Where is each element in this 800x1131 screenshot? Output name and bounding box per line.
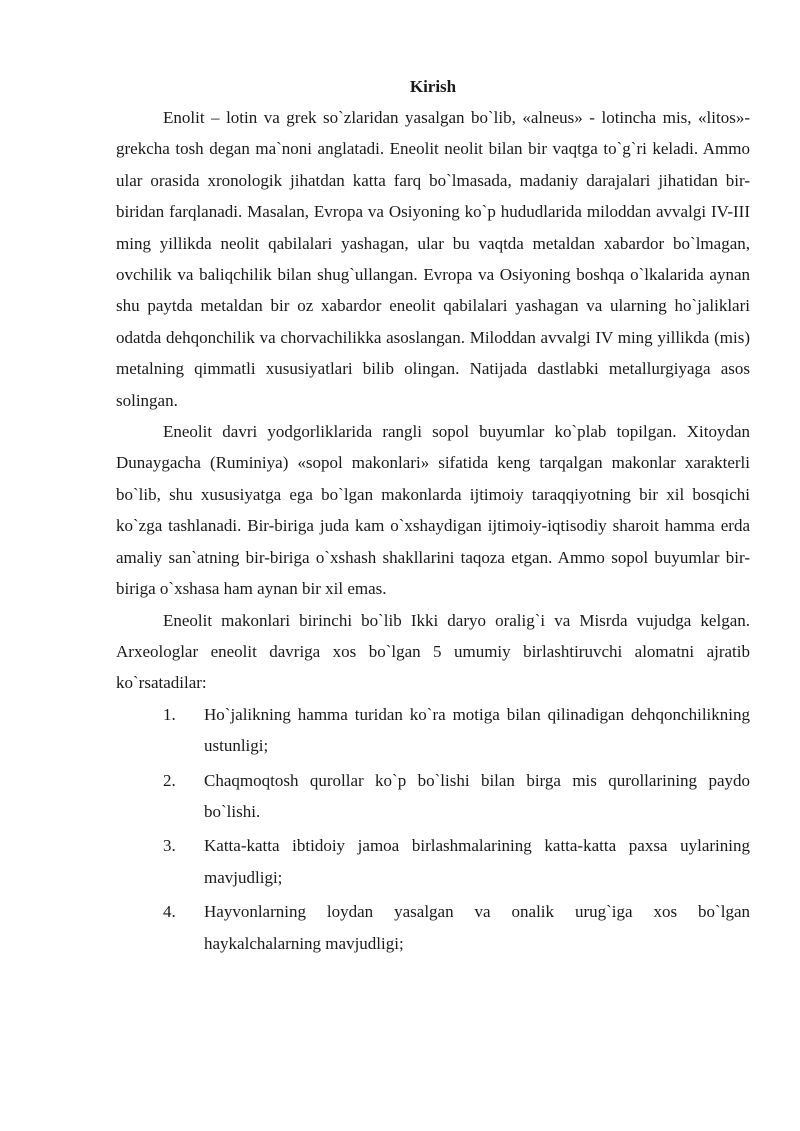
list-item-number: 1. xyxy=(163,704,176,724)
list-item xyxy=(116,896,750,959)
paragraph-settlements-origin: Eneolit makonlari birinchi bo`lib Ikki daryo oralig`i va Misrda vujudga kelgan. Arxeologlar eneolit davriga xos bo`lgan 5 umumiy birlashtiruvchi alomatni ajratib ko`rsatadilar: xyxy=(116,610,750,693)
list-item-number: 4. xyxy=(163,902,176,922)
list-item xyxy=(116,765,750,828)
list-item-number: 2. xyxy=(163,770,176,790)
paragraph-enolit-definition: Enolit – lotin va grek so`zlaridan yasalgan bo`lib, «alneus» - lotincha mis, «litos»-grekcha tosh degan ma`noni anglatadi. Eneolit neolit bilan bir vaqtga to`g`ri keladi. Ammo ular orasida xronologik jihatdan katta farq bo`lmasada, madaniy darajalari jihatidan bir-biridan farqlanadi. Masalan, Evropa va Osiyoning ko`p hududlarida miloddan avvalgi IV-III ming yillikda neolit qabilalari yashagan, ular bu vaqtda metaldan xabardor bo`lmagan, ovchilik va baliqchilik bilan shug`ullangan. Evropa va Osiyoning boshqa o`lkalarida aynan shu paytda metaldan bir oz xabardor eneolit qabilalari yashagan va ularning ho`jaliklari odatda dehqonchilik va chorvachilikka asoslangan. Miloddan avvalgi IV ming yillikda (mis) metalning qimmatli xususiyatlari bilib olingan. Natijada dastlabki metallurgiyaga asos solingan. xyxy=(116,108,750,410)
features-list xyxy=(116,699,750,959)
list-item-text: Chaqmoqtosh qurollar ko`p bo`lishi bilan birga mis qurollarining paydo bo`lishi. xyxy=(204,770,750,821)
list-item xyxy=(116,699,750,762)
list-item xyxy=(116,830,750,893)
list-item-number: 3. xyxy=(163,836,176,856)
section-title: Kirish xyxy=(409,77,457,96)
list-item-text: Katta-katta ibtidoiy jamoa birlashmalarining katta-katta paxsa uylarining mavjudligi; xyxy=(204,836,750,887)
list-item-text: Ho`jalikning hamma turidan ko`ra motiga bilan qilinadigan dehqonchilikning ustunligi; xyxy=(204,704,750,756)
document-page xyxy=(116,76,750,962)
list-item-text: Hayvonlarning loydan yasalgan va onalik urug`iga xos bo`lgan haykalchalarning mavjudligi; xyxy=(204,902,750,953)
paragraph-pottery-finds: Eneolit davri yodgorliklarida rangli sopol buyumlar ko`plab topilgan. Xitoydan Dunaygacha (Ruminiya) «sopol makonlari» sifatida keng tarqalgan makonlar xarakterli bo`lib, shu xususiyatga ega bo`lgan makonlarda ijtimoiy taraqqiyotning bir xil bosqichi ko`zga tashlanadi. Bir-biriga juda kam o`xshaydigan ijtimoiy-iqtisodiy sharoit hamma erda amaliy san`atning bir-biriga o`xshash shakllarini taqoza etgan. Ammo sopol buyumlar bir-biriga o`xshasa ham aynan bir xil emas. xyxy=(116,422,750,599)
